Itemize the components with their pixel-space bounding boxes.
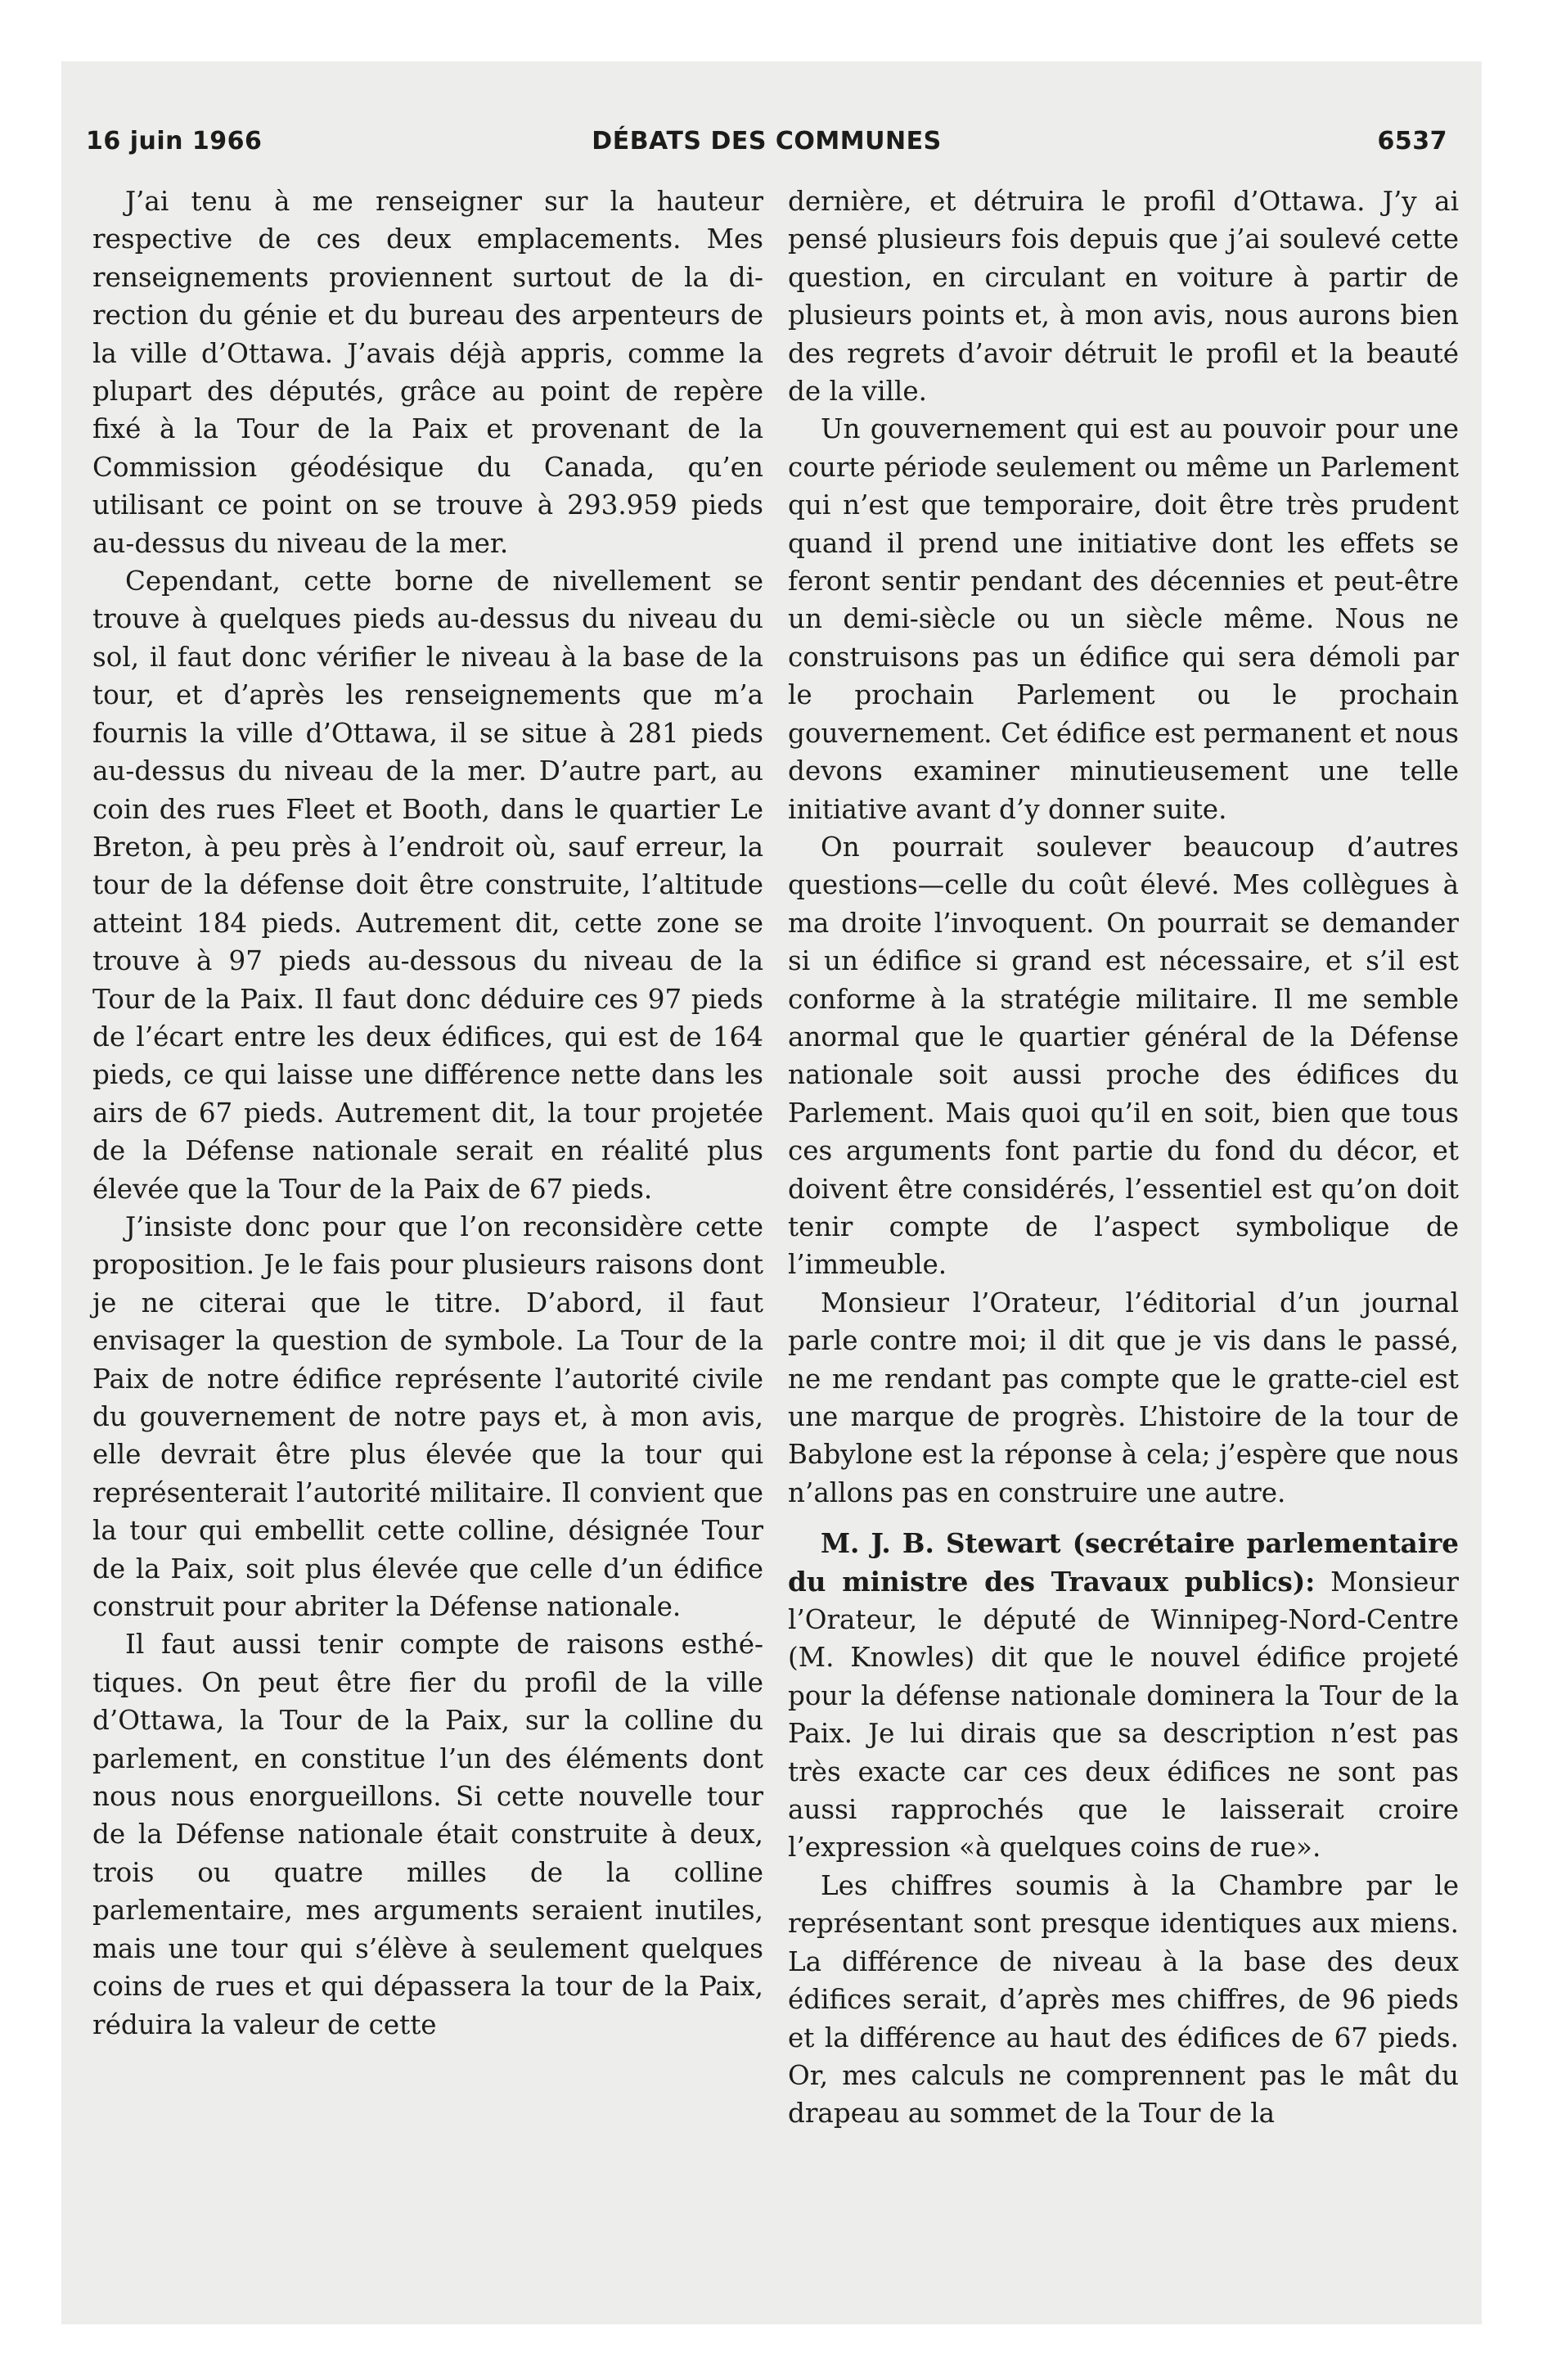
speech-text: Monsieur l’Orateur, le député de Winnipeg-Nord-Centre (M. Knowles) dit que le nouvel édifice projeté pour la défense nationale dominera la Tour de la Paix. Je lui dirais que sa description n’est pas très exacte car ces deux édifices ne sont pas aussi rapprochés que le laisserait croire l’expression «à quelques coins de rue».	[788, 1566, 1459, 1864]
speech-paragraph	[788, 1525, 1459, 1867]
paragraph: J’insiste donc pour que l’on reconsidère cette proposition. Je le fais pour plusieurs raisons dont je ne citerai que le titre. D’abord, il faut envisager la question de symbole. La Tour de la Paix de notre édifice représente l’autorité civile du gouvernement de notre pays et, à mon avis, elle devrait être plus élevée que la tour qui représenterait l’autorité militaire. Il convient que la tour qui embellit cette colline, désignée Tour de la Paix, soit plus élevée que celle d’un édifice construit pour abriter la Défense nationale.	[92, 1210, 763, 1623]
header-date: 16 juin 1966	[86, 127, 263, 156]
header-title: DÉBATS DES COMMUNES	[592, 127, 942, 156]
page-sheet	[61, 61, 1482, 2324]
right-column	[788, 183, 1459, 2133]
page-number: 6537	[1377, 127, 1447, 156]
left-column	[92, 183, 763, 2044]
paragraph: Un gouvernement qui est au pouvoir pour une courte période seulement ou même un Parlement qui n’est que temporaire, doit être très prudent quand il prend une initiative dont les effets se feront sentir pendant des décennies et peut-être un demi-siècle ou un siècle même. Nous ne construisons pas un édifice qui sera démoli par le prochain Parlement ou le prochain gouvernement. Cet édifice est permanent et nous devons examiner minutieusement une telle initiative avant d’y donner suite.	[788, 413, 1459, 825]
speaker-name: M. J. B. Stewart (secrétaire parlementaire du ministre des Travaux publics):	[788, 1527, 1459, 1598]
paragraph-continued: dernière, et détruira le profil d’Ottawa. J’y ai pensé plusieurs fois depuis que j’ai soulevé cette question, en circulant en voiture à partir de plusieurs points et, à mon avis, nous aurons bien des regrets d’avoir détruit le profil et la beauté de la ville.	[788, 186, 1459, 408]
paragraph: Cependant, cette borne de nivellement se trouve à quelques pieds au-dessus du niveau du sol, il faut donc vérifier le niveau à la base de la tour, et d’après les renseignements que m’a fournis la ville d’Ottawa, il se situe à 281 pieds au-dessus du niveau de la mer. D’autre part, au coin des rues Fleet et Booth, dans le quartier Le Breton, à peu près à l’endroit où, sauf erreur, la tour de la défense doit être construite, l’altitude atteint 184 pieds. Autrement dit, cette zone se trouve à 97 pieds au-dessous du niveau de la Tour de la Paix. Il faut donc déduire ces 97 pieds de l’écart entre les deux édifices, qui est de 164 pieds, ce qui laisse une différence nette dans les airs de 67 pieds. Autrement dit, la tour projetée de la Défense nationale serait en réalité plus élevée que la Tour de la Paix de 67 pieds.	[92, 566, 763, 1205]
paragraph: Les chiffres soumis à la Chambre par le représentant sont presque identiques aux miens. La différence de niveau à la base des deux édifices serait, d’après mes chiffres, de 96 pieds et la différence au haut des édifices de 67 pieds. Or, mes calculs ne comprennent pas le mât du drapeau au sommet de la Tour de la	[788, 1869, 1459, 2130]
paragraph: Monsieur l’Orateur, l’éditorial d’un journal parle contre moi; il dit que je vis dans le passé, ne me rendant pas compte que le gratte-ciel est une marque de progrès. L’histoire de la tour de Babylone est la réponse à cela; j’espère que nous n’allons pas en construire une autre.	[788, 1287, 1459, 1508]
paragraph: On pourrait soulever beaucoup d’autres questions—celle du coût élevé. Mes collègues à ma droite l’invoquent. On pourrait se demander si un édifice si grand est nécessaire, et s’il est conforme à la stratégie militaire. Il me semble anormal que le quartier général de la Défense nationale soit aussi proche des édifices du Parlement. Mais quoi qu’il en soit, bien que tous ces arguments font partie du fond du décor, et doivent être considérés, l’essentiel est qu’on doit tenir compte de l’aspect symbolique de l’immeuble.	[788, 831, 1459, 1281]
paragraph: Il faut aussi tenir compte de raisons esthétiques. On peut être fier du profil de la ville d’Ottawa, la Tour de la Paix, sur la colline du parlement, en constitue l’un des éléments dont nous nous enorgueillons. Si cette nouvelle tour de la Défense nationale était construite à deux, trois ou quatre milles de la colline parlementaire, mes arguments seraient inutiles, mais une tour qui s’élève à seulement quelques coins de rues et qui dépassera la tour de la Paix, réduira la valeur de cette	[92, 1629, 763, 2040]
page-header	[86, 127, 1447, 168]
paragraph: J’ai tenu à me renseigner sur la hauteur respective de ces deux emplacements. Mes renseignements proviennent surtout de la direction du génie et du bureau des arpenteurs de la ville d’Ottawa. J’avais déjà appris, comme la plupart des députés, grâce au point de repère fixé à la Tour de la Paix et provenant de la Commission géodésique du Canada, qu’en utilisant ce point on se trouve à 293.959 pieds au-dessus du niveau de la mer.	[92, 186, 763, 559]
